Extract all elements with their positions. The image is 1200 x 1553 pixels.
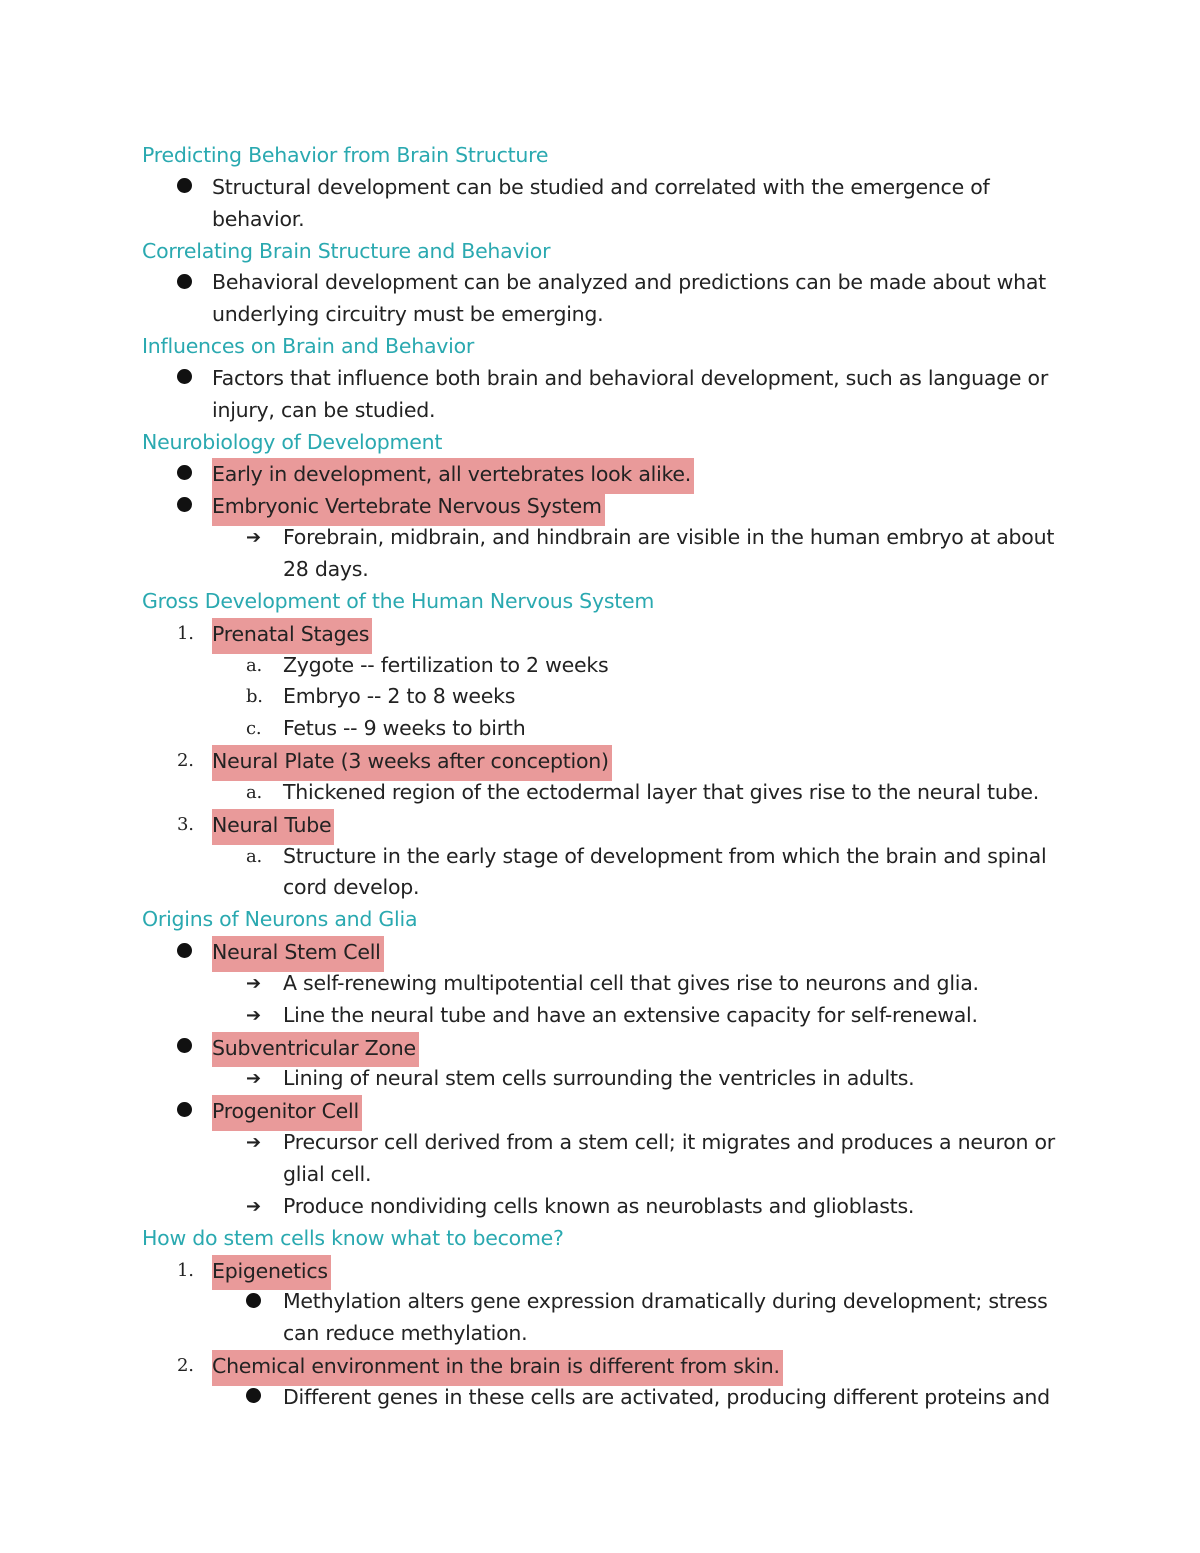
section-heading[interactable] <box>0 586 1200 618</box>
filled-circle-icon <box>246 1382 261 1414</box>
list-item <box>0 554 1200 586</box>
filled-circle-icon <box>177 458 192 490</box>
list-item <box>0 1382 1200 1414</box>
list-item <box>0 1255 1200 1287</box>
highlighted-term: Epigenetics <box>212 1255 331 1291</box>
arrow-right-icon: ➔ <box>246 1195 261 1217</box>
list-item <box>0 395 1200 427</box>
item-text: Structure in the early stage of development from which the brain and spinal <box>283 843 1047 868</box>
item-text: Produce nondividing cells known as neuroblasts and glioblasts. <box>283 1193 915 1218</box>
section-heading[interactable] <box>0 331 1200 363</box>
item-text: Zygote -- fertilization to 2 weeks <box>283 652 609 677</box>
list-number: a. <box>246 845 262 867</box>
section-heading[interactable] <box>0 904 1200 936</box>
section-heading[interactable] <box>0 1223 1200 1255</box>
item-text: injury, can be studied. <box>212 397 436 422</box>
item-text: cord develop. <box>283 875 420 900</box>
list-item <box>0 1350 1200 1382</box>
list-item <box>0 267 1200 299</box>
list-item <box>0 172 1200 204</box>
highlighted-term: Embryonic Vertebrate Nervous System <box>212 490 605 526</box>
list-item <box>0 681 1200 713</box>
list-item <box>0 1000 1200 1032</box>
highlighted-term: Prenatal Stages <box>212 618 372 654</box>
list-number: 2. <box>177 750 194 772</box>
highlighted-term: Neural Stem Cell <box>212 936 384 972</box>
section-heading[interactable] <box>0 236 1200 268</box>
item-text: Fetus -- 9 weeks to birth <box>283 716 526 741</box>
arrow-right-icon: ➔ <box>246 1132 261 1154</box>
list-number: 3. <box>177 813 194 835</box>
list-item <box>0 841 1200 873</box>
highlighted-term: Neural Plate (3 weeks after conception) <box>212 745 612 781</box>
item-text: Precursor cell derived from a stem cell; it migrates and produces a neuron or <box>283 1130 1055 1155</box>
list-item <box>0 809 1200 841</box>
item-text: glial cell. <box>283 1162 372 1186</box>
list-item <box>0 968 1200 1000</box>
section-heading-text: Gross Development of the Human Nervous System <box>142 588 655 613</box>
notes-body <box>0 140 1200 1414</box>
item-text: Thickened region of the ectodermal layer that gives rise to the neural tube. <box>283 779 1039 804</box>
list-number: 1. <box>177 622 194 644</box>
list-item <box>0 650 1200 682</box>
list-item <box>0 1159 1200 1191</box>
highlighted-term: Progenitor Cell <box>212 1095 362 1131</box>
list-number: c. <box>246 718 262 740</box>
section-heading-text: How do stem cells know what to become? <box>142 1225 564 1250</box>
filled-circle-icon <box>177 1095 192 1127</box>
highlighted-term: Neural Tube <box>212 809 334 845</box>
highlighted-term: Chemical environment in the brain is different from skin. <box>212 1350 783 1386</box>
list-item <box>0 1127 1200 1159</box>
item-text: A self-renewing multipotential cell that gives rise to neurons and glia. <box>283 970 979 995</box>
list-item <box>0 1032 1200 1064</box>
filled-circle-icon <box>177 363 192 395</box>
highlighted-term: Subventricular Zone <box>212 1032 419 1068</box>
item-text: Different genes in these cells are activated, producing different proteins and <box>283 1384 1050 1409</box>
list-item <box>0 872 1200 904</box>
item-text: can reduce methylation. <box>283 1321 528 1346</box>
item-text: Behavioral development can be analyzed and predictions can be made about what <box>212 270 1046 295</box>
list-item <box>0 1318 1200 1350</box>
filled-circle-icon <box>177 267 192 299</box>
list-item <box>0 618 1200 650</box>
section-heading-text: Predicting Behavior from Brain Structure <box>142 143 549 167</box>
list-number: 2. <box>177 1355 194 1377</box>
item-text: 28 days. <box>283 556 369 581</box>
list-item <box>0 522 1200 554</box>
highlighted-term: Early in development, all vertebrates look alike. <box>212 458 694 494</box>
section-heading[interactable] <box>0 427 1200 459</box>
section-heading[interactable] <box>0 140 1200 172</box>
filled-circle-icon <box>246 1286 261 1318</box>
list-item <box>0 299 1200 331</box>
arrow-right-icon: ➔ <box>246 1004 261 1026</box>
filled-circle-icon <box>177 1032 192 1064</box>
list-item <box>0 458 1200 490</box>
list-item <box>0 713 1200 745</box>
list-number: b. <box>246 686 263 708</box>
section-heading-text: Influences on Brain and Behavior <box>142 334 475 359</box>
arrow-right-icon: ➔ <box>246 527 261 549</box>
list-item <box>0 777 1200 809</box>
list-item <box>0 363 1200 395</box>
item-text: Forebrain, midbrain, and hindbrain are visible in the human embryo at about <box>283 525 1055 550</box>
filled-circle-icon <box>177 490 192 522</box>
section-heading-text: Origins of Neurons and Glia <box>142 907 418 932</box>
list-number: a. <box>246 654 262 676</box>
item-text: Embryo -- 2 to 8 weeks <box>283 684 516 709</box>
item-text: behavior. <box>212 206 305 231</box>
list-item <box>0 936 1200 968</box>
section-heading-text: Neurobiology of Development <box>142 429 443 454</box>
item-text: underlying circuitry must be emerging. <box>212 302 604 327</box>
list-item <box>0 490 1200 522</box>
arrow-right-icon: ➔ <box>246 972 261 994</box>
section-heading-text: Correlating Brain Structure and Behavior <box>142 238 551 263</box>
item-text: Line the neural tube and have an extensive capacity for self-renewal. <box>283 1002 978 1027</box>
list-item <box>0 1063 1200 1095</box>
list-item <box>0 204 1200 236</box>
item-text: Structural development can be studied and correlated with the emergence of <box>212 174 990 199</box>
item-text: Factors that influence both brain and behavioral development, such as language or <box>212 365 1048 390</box>
list-number: a. <box>246 781 262 803</box>
list-item <box>0 745 1200 777</box>
filled-circle-icon <box>177 172 192 204</box>
list-item <box>0 1191 1200 1223</box>
item-text: Lining of neural stem cells surrounding the ventricles in adults. <box>283 1066 915 1091</box>
list-item <box>0 1095 1200 1127</box>
arrow-right-icon: ➔ <box>246 1068 261 1090</box>
item-text: Methylation alters gene expression dramatically during development; stress <box>283 1289 1048 1314</box>
filled-circle-icon <box>177 936 192 968</box>
list-item <box>0 1286 1200 1318</box>
list-number: 1. <box>177 1259 194 1281</box>
